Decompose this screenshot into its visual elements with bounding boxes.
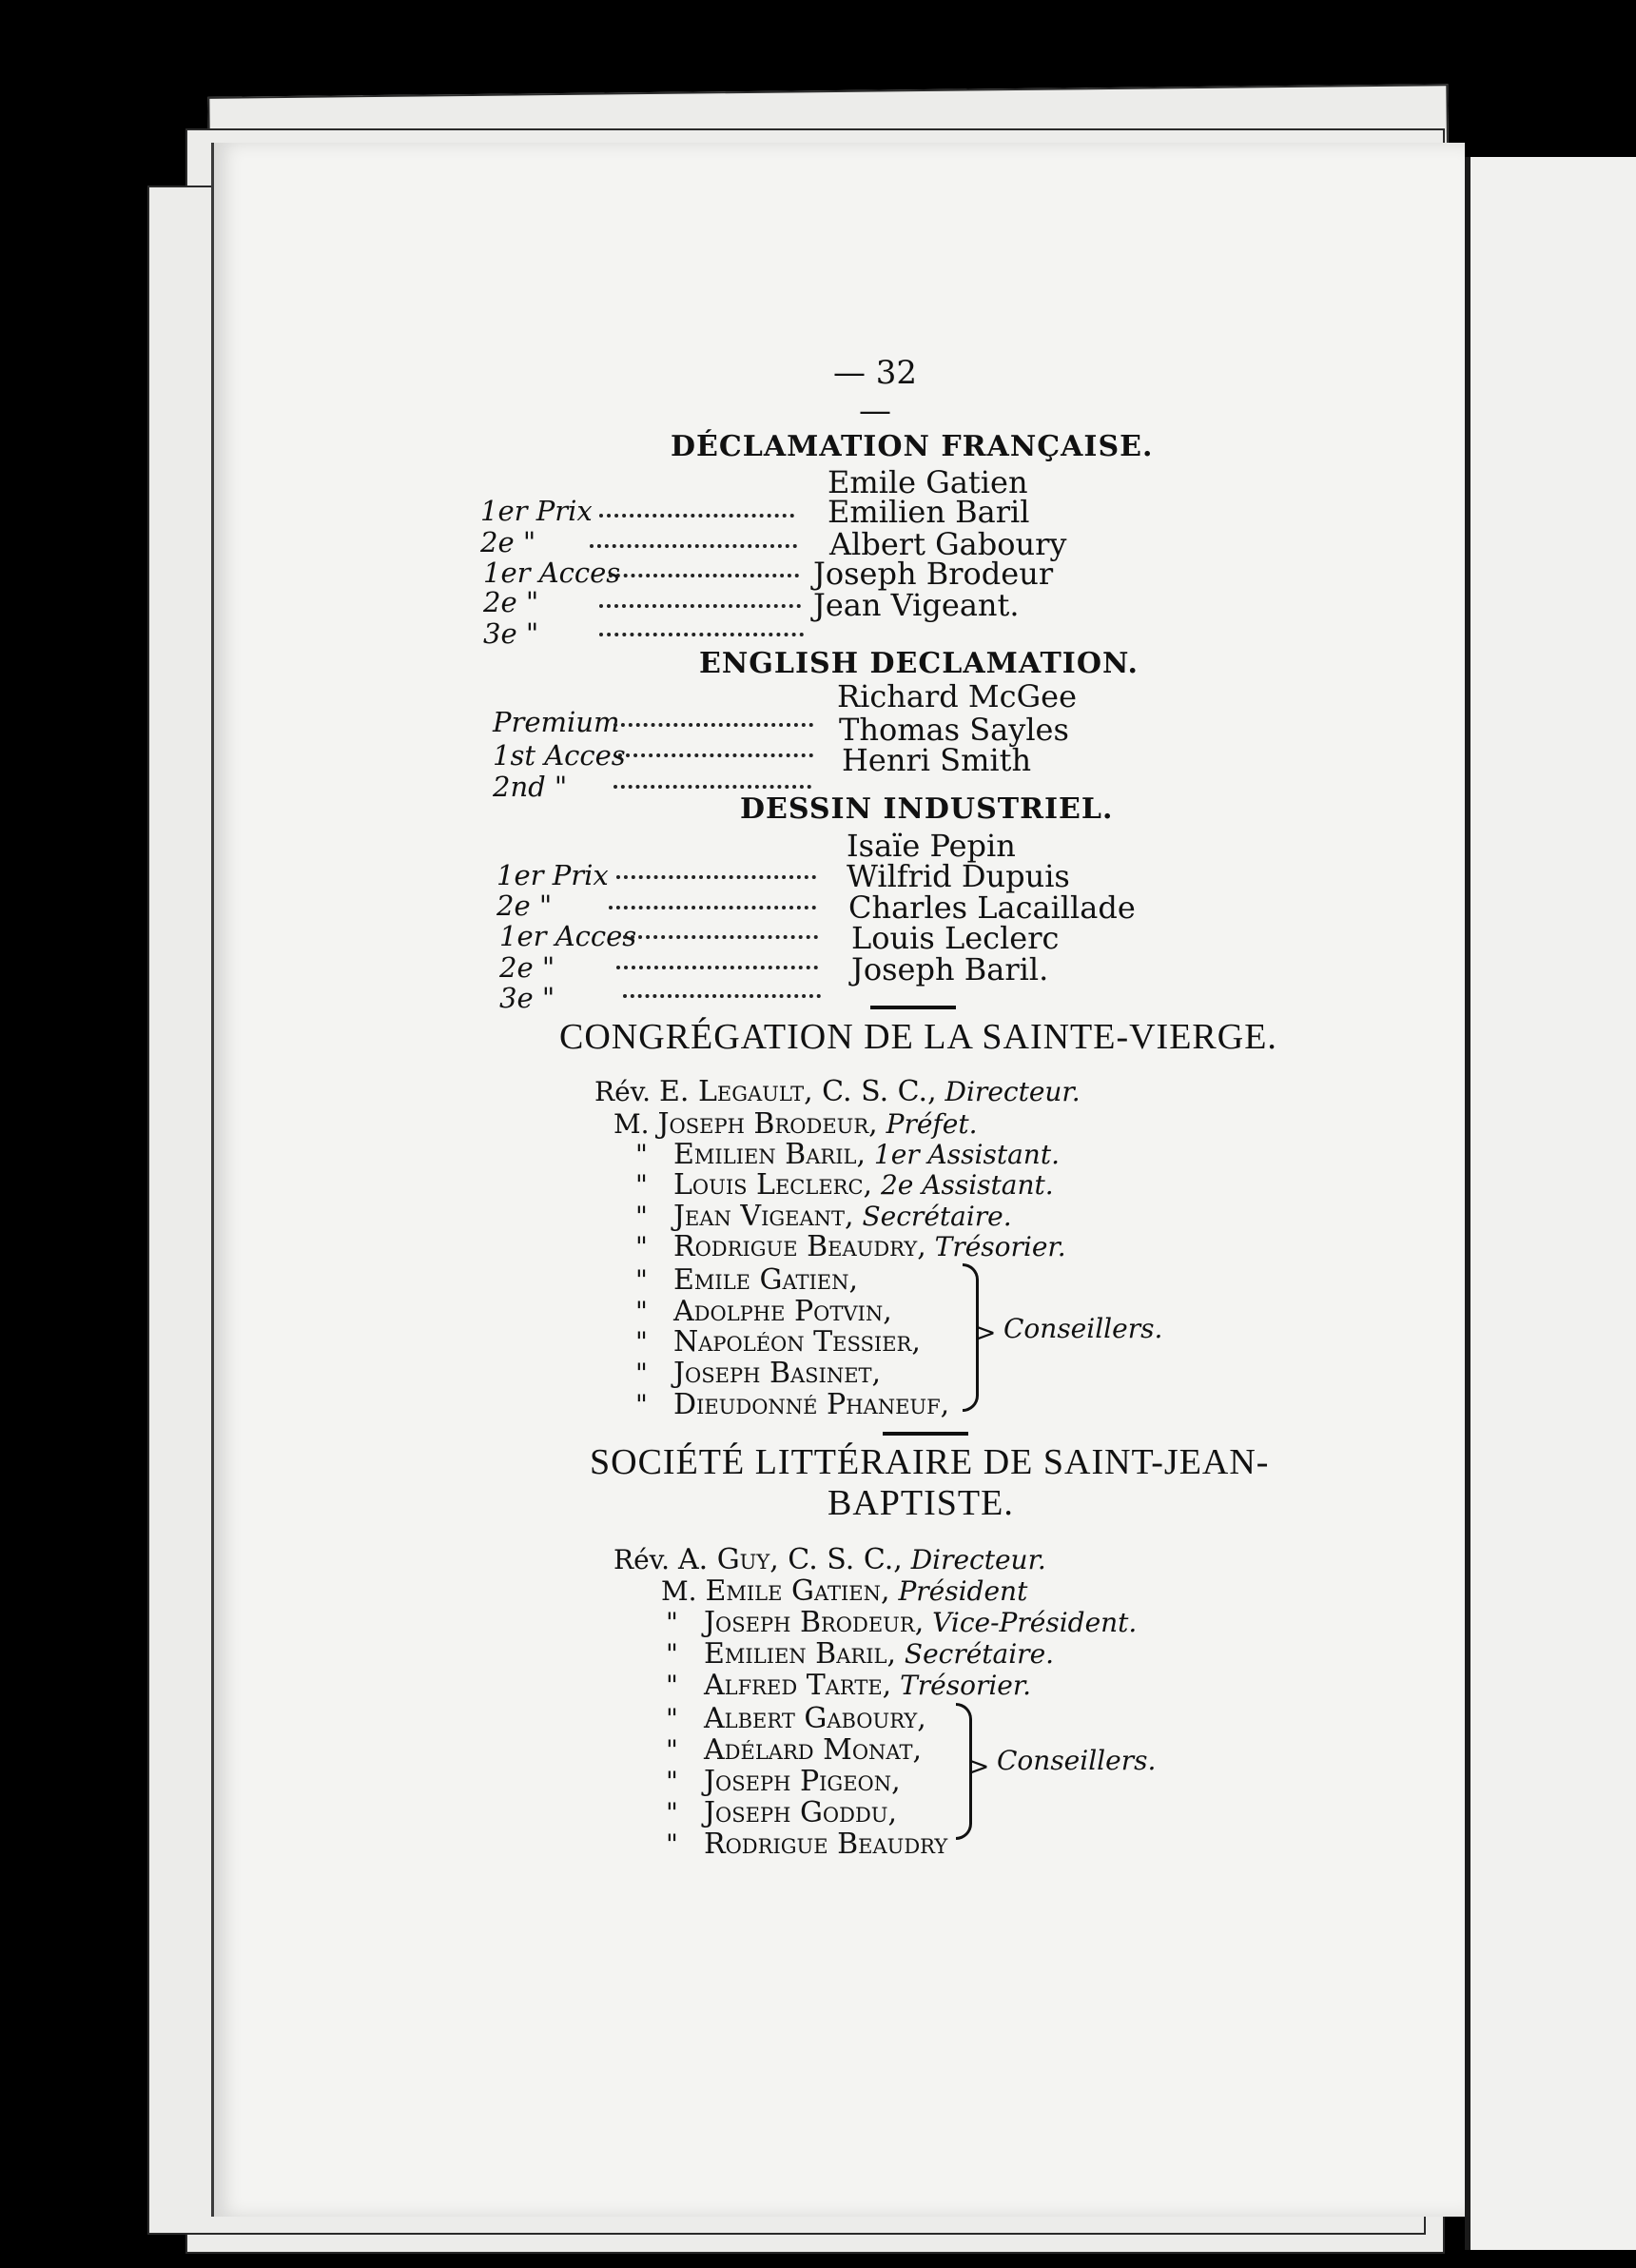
member-name: Rodrigue Beaudry, [673, 1230, 926, 1263]
section-heading-societe-line1: SOCIÉTÉ LITTÉRAIRE DE SAINT-JEAN- [590, 1442, 1270, 1482]
member-prefix: " [666, 1607, 678, 1638]
award-name: Isaïe Pepin [847, 828, 1016, 864]
member-prefix: " [666, 1670, 678, 1701]
member-name: Adélard Monat, [704, 1733, 922, 1767]
member-name: Adolphe Potvin, [673, 1295, 892, 1328]
award-label: 1er Prix [480, 495, 593, 527]
section-heading-english-declamation: ENGLISH DECLAMATION. [699, 647, 1139, 680]
award-label: Premium [493, 706, 620, 738]
award-label: 2e " [499, 951, 555, 984]
member-name: Joseph Brodeur, [704, 1606, 925, 1639]
award-name: Thomas Sayles [839, 712, 1069, 748]
page-number: — 32 — [832, 354, 918, 430]
award-label: 2e " [480, 526, 536, 558]
section-heading-congregation: CONGRÉGATION DE LA SAINTE-VIERGE. [559, 1017, 1277, 1057]
section-divider [883, 1432, 968, 1436]
member-prefix: " [666, 1703, 678, 1734]
award-label: 1er Acces [499, 920, 637, 952]
dot-leader [618, 753, 813, 757]
member-prefix: " [666, 1828, 678, 1860]
member-role: 1er Assistant. [873, 1139, 1060, 1170]
member-line [666, 1702, 926, 1735]
member-name: Albert Gaboury, [704, 1702, 926, 1735]
award-label: 2e " [483, 586, 539, 618]
member-name: Joseph Brodeur, [657, 1107, 878, 1141]
conseillers-label: Conseillers. [1003, 1313, 1163, 1344]
member-role: Trésorier. [934, 1231, 1066, 1262]
member-name: Emile Gatien, [705, 1574, 890, 1608]
member-prefix: " [635, 1326, 648, 1358]
award-name: Emilien Baril [828, 494, 1030, 530]
section-heading-dessin-industriel: DESSIN INDUSTRIEL. [740, 792, 1114, 826]
award-name: Louis Leclerc [851, 920, 1060, 956]
member-prefix: " [635, 1358, 648, 1389]
award-name: Jean Vigeant. [813, 587, 1020, 623]
member-prefix: " [635, 1296, 648, 1327]
award-name: Henri Smith [842, 742, 1032, 778]
member-line [635, 1230, 1066, 1263]
member-name: Emilien Baril, [673, 1138, 866, 1171]
member-line [666, 1796, 897, 1829]
section-heading-declamation-francaise: DÉCLAMATION FRANÇAISE. [671, 430, 1154, 463]
award-label: 2e " [497, 890, 553, 922]
dot-leader [623, 935, 818, 939]
member-line [635, 1263, 858, 1297]
member-name: Emilien Baril, [704, 1637, 896, 1671]
member-role: Préfet. [886, 1108, 978, 1140]
member-role: Vice-Président. [932, 1607, 1138, 1638]
member-line [666, 1606, 1137, 1639]
member-prefix: Rév. [614, 1544, 671, 1575]
award-name: Charles Lacaillade [848, 890, 1136, 926]
member-prefix: M. [614, 1108, 650, 1140]
brace-tip: > [967, 1750, 990, 1782]
member-name: Joseph Goddu, [704, 1796, 898, 1829]
member-line [666, 1637, 1054, 1671]
member-prefix: Rév. [594, 1076, 652, 1107]
member-name: Alfred Tarte, [704, 1669, 892, 1702]
dot-leader [609, 906, 816, 909]
member-name: E. Legault, C. S. C., [658, 1075, 937, 1108]
brace-tip: > [974, 1317, 997, 1348]
facing-page [1465, 157, 1636, 2250]
member-name: Jean Vigeant, [673, 1200, 854, 1233]
member-prefix: " [635, 1389, 648, 1420]
award-name: Joseph Baril. [851, 951, 1049, 987]
member-prefix: " [635, 1139, 648, 1170]
member-line [614, 1543, 1046, 1576]
dot-leader [599, 633, 804, 636]
member-prefix: " [635, 1231, 648, 1262]
member-line [635, 1168, 1054, 1202]
award-label: 3e " [483, 617, 539, 650]
member-prefix: " [666, 1766, 678, 1797]
member-line [635, 1325, 921, 1359]
member-name: A. Guy, C. S. C., [677, 1543, 903, 1576]
member-prefix: " [635, 1169, 648, 1201]
dot-leader [590, 544, 797, 548]
member-prefix: " [635, 1264, 648, 1296]
award-label: 3e " [499, 982, 555, 1014]
member-name: Rodrigue Beaudry [704, 1828, 948, 1861]
member-line [594, 1075, 1081, 1108]
member-role: Secrétaire. [862, 1201, 1012, 1232]
award-label: 1er Acces [483, 557, 621, 589]
member-line [635, 1200, 1012, 1233]
dot-leader [623, 994, 821, 998]
member-name: Joseph Pigeon, [704, 1765, 901, 1798]
member-name: Napoléon Tessier, [673, 1325, 921, 1359]
dot-leader [614, 723, 813, 727]
section-divider [870, 1006, 956, 1009]
member-role: Trésorier. [900, 1670, 1032, 1701]
member-line [635, 1388, 949, 1421]
member-name: Emile Gatien, [673, 1263, 859, 1297]
member-line [661, 1574, 1027, 1608]
award-name: Richard McGee [837, 678, 1078, 714]
member-line [635, 1357, 881, 1390]
member-name: Dieudonné Phaneuf, [673, 1388, 950, 1421]
member-line [666, 1733, 922, 1767]
conseillers-label: Conseillers. [997, 1745, 1157, 1776]
member-prefix: " [666, 1638, 678, 1670]
member-role: Président [898, 1575, 1028, 1607]
member-name: Joseph Basinet, [673, 1357, 882, 1390]
dot-leader [616, 875, 816, 879]
dot-leader [614, 785, 811, 789]
award-name: Emile Gatien [828, 464, 1028, 500]
member-line [666, 1669, 1031, 1702]
award-label: 2nd " [493, 771, 568, 803]
member-prefix: " [666, 1734, 678, 1766]
member-role: 2e Assistant. [880, 1169, 1054, 1201]
member-line [635, 1138, 1060, 1171]
dot-leader [609, 574, 799, 577]
dot-leader [599, 514, 794, 518]
award-name: Albert Gaboury [829, 526, 1067, 562]
member-name: Louis Leclerc, [673, 1168, 873, 1202]
award-label: 1er Prix [497, 859, 609, 891]
member-role: Secrétaire. [904, 1638, 1055, 1670]
member-prefix: " [666, 1797, 678, 1828]
member-role: Directeur. [945, 1076, 1081, 1107]
dot-leader [599, 604, 801, 608]
member-line [666, 1765, 901, 1798]
award-label: 1st Acces [493, 739, 626, 772]
member-role: Directeur. [910, 1544, 1046, 1575]
member-line [666, 1828, 947, 1861]
member-line [635, 1295, 892, 1328]
member-prefix: M. [661, 1575, 697, 1607]
dot-leader [616, 966, 818, 969]
award-name: Joseph Brodeur [813, 556, 1054, 592]
member-prefix: " [635, 1201, 648, 1232]
member-line [614, 1107, 978, 1141]
award-name: Wilfrid Dupuis [847, 858, 1070, 894]
section-heading-societe-line2: BAPTISTE. [828, 1483, 1014, 1523]
